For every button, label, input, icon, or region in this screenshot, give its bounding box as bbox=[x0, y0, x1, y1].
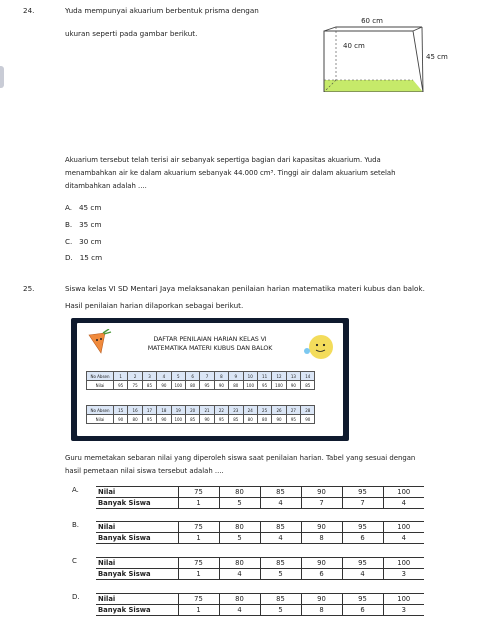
poster-cell: 80 bbox=[229, 381, 243, 390]
row-header: Banyak Siswa bbox=[96, 498, 178, 509]
poster-cell: 90 bbox=[272, 415, 286, 424]
q25-option-letter[interactable]: B. bbox=[72, 521, 80, 529]
table-cell: 6 bbox=[342, 605, 383, 616]
poster-cell: 95 bbox=[286, 415, 300, 424]
poster-cell: 18 bbox=[157, 406, 171, 415]
table-cell: 95 bbox=[342, 487, 383, 498]
poster-cell: 16 bbox=[128, 406, 142, 415]
table-cell: 80 bbox=[219, 558, 260, 569]
poster-cell: 80 bbox=[243, 415, 257, 424]
q25-option-table[interactable] bbox=[96, 486, 424, 509]
poster-table-2-row bbox=[87, 415, 315, 424]
table-cell: 8 bbox=[301, 605, 342, 616]
poster-cell: Nilai bbox=[87, 381, 114, 390]
poster-cell: 90 bbox=[157, 415, 171, 424]
table-cell: 75 bbox=[178, 558, 219, 569]
q25-option-letter[interactable]: A. bbox=[72, 486, 79, 494]
option-text: 45 cm bbox=[78, 203, 102, 212]
table-row bbox=[96, 558, 424, 569]
poster-cell: 90 bbox=[301, 415, 315, 424]
poster-cell: No Absen bbox=[87, 372, 114, 381]
table-row bbox=[96, 487, 424, 498]
q24-number: 24. bbox=[23, 6, 35, 15]
q25-option-table[interactable] bbox=[96, 593, 424, 616]
poster-cell: 24 bbox=[243, 406, 257, 415]
q25-line2: Hasil penilaian harian dilaporkan sebagai berikut. bbox=[65, 301, 244, 310]
row-header: Nilai bbox=[96, 594, 178, 605]
table-cell: 5 bbox=[260, 569, 301, 580]
dim-top-label: 60 cm bbox=[361, 17, 383, 25]
q25-option-letter[interactable]: D. bbox=[72, 593, 80, 601]
poster-cell: 95 bbox=[200, 381, 214, 390]
poster-cell: 90 bbox=[114, 415, 128, 424]
table-cell: 95 bbox=[342, 594, 383, 605]
poster-cell: 10 bbox=[243, 372, 257, 381]
table-cell: 95 bbox=[342, 522, 383, 533]
q24-line1: Yuda mempunyai akuarium berbentuk prisma dengan bbox=[65, 6, 259, 15]
q25-line1: Siswa kelas VI SD Mentari Jaya melaksanakan penilaian harian matematika materi kubus dan balok. bbox=[65, 284, 425, 293]
poster-cell: 4 bbox=[157, 372, 171, 381]
poster-cell: 28 bbox=[301, 406, 315, 415]
table-cell: 80 bbox=[219, 594, 260, 605]
q24-option-c[interactable] bbox=[65, 237, 102, 246]
poster-cell: 27 bbox=[286, 406, 300, 415]
table-row bbox=[96, 522, 424, 533]
poster-cell: 100 bbox=[243, 381, 257, 390]
q24-para-line: menambahkan air ke dalam akuarium sebanyak 44.000 cm³. Tinggi air dalam akuarium setelah bbox=[65, 169, 396, 177]
q24-paragraph bbox=[65, 154, 467, 193]
poster-cell: 25 bbox=[257, 406, 271, 415]
poster-cell: 23 bbox=[229, 406, 243, 415]
poster-title-1: DAFTAR PENILAIAN HARIAN KELAS VI bbox=[153, 336, 267, 343]
poster-title-2: MATEMATIKA MATERI KUBUS DAN BALOK bbox=[147, 345, 273, 352]
poster-cell: 90 bbox=[286, 381, 300, 390]
poster-cell: 95 bbox=[257, 381, 271, 390]
table-cell: 100 bbox=[383, 522, 424, 533]
q25-para-line: Guru memetakan sebaran nilai yang diperoleh siswa saat penilaian harian. Tabel yang sesuai dengan bbox=[65, 454, 416, 462]
table-cell: 5 bbox=[219, 533, 260, 544]
table-row bbox=[96, 605, 424, 616]
poster-cell: 9 bbox=[229, 372, 243, 381]
row-header: Banyak Siswa bbox=[96, 533, 178, 544]
poster-cell: 3 bbox=[142, 372, 156, 381]
table-cell: 90 bbox=[301, 522, 342, 533]
option-text: 35 cm bbox=[79, 220, 102, 229]
dim-depth-label: 40 cm bbox=[343, 42, 365, 50]
option-text: 15 cm bbox=[79, 253, 103, 262]
poster-cell: 12 bbox=[272, 372, 286, 381]
table-cell: 1 bbox=[178, 569, 219, 580]
table-cell: 7 bbox=[301, 498, 342, 509]
table-cell: 100 bbox=[383, 558, 424, 569]
table-cell: 4 bbox=[383, 498, 424, 509]
poster-cell: 90 bbox=[157, 381, 171, 390]
poster-cell: 8 bbox=[214, 372, 228, 381]
table-cell: 90 bbox=[301, 558, 342, 569]
aquarium-prism-diagram bbox=[316, 14, 466, 92]
poster-cell: 80 bbox=[257, 415, 271, 424]
poster-cell: 100 bbox=[171, 415, 185, 424]
poster-cell: 80 bbox=[185, 381, 199, 390]
poster-table-1-row bbox=[87, 372, 315, 381]
table-cell: 3 bbox=[383, 569, 424, 580]
poster-cell: 15 bbox=[114, 406, 128, 415]
table-cell: 75 bbox=[178, 487, 219, 498]
aquarium-figure bbox=[316, 14, 466, 92]
q25-paragraph bbox=[65, 452, 467, 478]
poster-cell: 100 bbox=[171, 381, 185, 390]
table-cell: 90 bbox=[301, 487, 342, 498]
dim-height-label: 45 cm bbox=[426, 53, 448, 61]
q25-para-line: hasil pemetaan nilai siswa tersebut adalah .... bbox=[65, 467, 224, 475]
q25-option-table[interactable] bbox=[96, 557, 424, 580]
q24-option-d[interactable] bbox=[65, 253, 102, 262]
table-cell: 4 bbox=[260, 498, 301, 509]
table-cell: 4 bbox=[219, 605, 260, 616]
poster-table-2 bbox=[86, 405, 315, 424]
poster-cell: 90 bbox=[200, 415, 214, 424]
q25-option-table[interactable] bbox=[96, 521, 424, 544]
q24-option-a[interactable] bbox=[65, 203, 101, 212]
table-cell: 85 bbox=[260, 522, 301, 533]
q24-para-line: ditambahkan adalah .... bbox=[65, 182, 147, 190]
poster-cell: 95 bbox=[142, 415, 156, 424]
q24-para-line: Akuarium tersebut telah terisi air sebanyak sepertiga bagian dari kapasitas akuarium. Yuda bbox=[65, 156, 381, 164]
table-cell: 4 bbox=[219, 569, 260, 580]
q24-line2: ukuran seperti pada gambar berikut. bbox=[65, 29, 198, 38]
table-cell: 100 bbox=[383, 487, 424, 498]
table-cell: 4 bbox=[342, 569, 383, 580]
water-fill bbox=[324, 80, 423, 92]
poster-cell: 90 bbox=[214, 381, 228, 390]
table-cell: 5 bbox=[260, 605, 301, 616]
option-letter: C. bbox=[65, 237, 73, 246]
poster-cell: 13 bbox=[286, 372, 300, 381]
table-cell: 85 bbox=[260, 594, 301, 605]
poster-cell: 85 bbox=[142, 381, 156, 390]
poster-table-2-row bbox=[87, 406, 315, 415]
table-cell: 4 bbox=[260, 533, 301, 544]
table-cell: 80 bbox=[219, 522, 260, 533]
poster-cell: 6 bbox=[185, 372, 199, 381]
table-cell: 75 bbox=[178, 522, 219, 533]
grade-poster bbox=[71, 318, 349, 441]
q24-option-b[interactable] bbox=[65, 220, 101, 229]
table-cell: 1 bbox=[178, 605, 219, 616]
poster-cell: No Absen bbox=[87, 406, 114, 415]
poster-cell: 85 bbox=[185, 415, 199, 424]
table-cell: 85 bbox=[260, 487, 301, 498]
poster-cell: 26 bbox=[272, 406, 286, 415]
q25-number: 25. bbox=[23, 284, 35, 293]
poster-cell: 95 bbox=[214, 415, 228, 424]
table-row bbox=[96, 569, 424, 580]
row-header: Nilai bbox=[96, 487, 178, 498]
table-cell: 4 bbox=[383, 533, 424, 544]
row-header: Banyak Siswa bbox=[96, 569, 178, 580]
option-text: 30 cm bbox=[79, 237, 102, 246]
table-cell: 85 bbox=[260, 558, 301, 569]
option-letter: D. bbox=[65, 253, 73, 262]
table-row bbox=[96, 498, 424, 509]
table-row bbox=[96, 594, 424, 605]
table-cell: 90 bbox=[301, 594, 342, 605]
table-cell: 5 bbox=[219, 498, 260, 509]
poster-cell: 14 bbox=[301, 372, 315, 381]
table-row bbox=[96, 533, 424, 544]
poster-cell: 100 bbox=[272, 381, 286, 390]
poster-cell: 85 bbox=[229, 415, 243, 424]
table-cell: 6 bbox=[301, 569, 342, 580]
table-cell: 75 bbox=[178, 594, 219, 605]
side-tab bbox=[0, 66, 4, 88]
poster-cell: 5 bbox=[171, 372, 185, 381]
table-cell: 6 bbox=[342, 533, 383, 544]
poster-cell: 7 bbox=[200, 372, 214, 381]
poster-cell: 22 bbox=[214, 406, 228, 415]
poster-cell: 95 bbox=[114, 381, 128, 390]
poster-cell: 21 bbox=[200, 406, 214, 415]
poster-cell: 80 bbox=[128, 415, 142, 424]
table-cell: 8 bbox=[301, 533, 342, 544]
table-cell: 80 bbox=[219, 487, 260, 498]
table-cell: 3 bbox=[383, 605, 424, 616]
row-header: Nilai bbox=[96, 558, 178, 569]
poster-cell: 75 bbox=[128, 381, 142, 390]
table-cell: 1 bbox=[178, 533, 219, 544]
table-cell: 95 bbox=[342, 558, 383, 569]
carrot-icon bbox=[83, 329, 113, 357]
poster-cell: 17 bbox=[142, 406, 156, 415]
option-letter: A. bbox=[65, 203, 73, 212]
table-cell: 7 bbox=[342, 498, 383, 509]
option-letter: B. bbox=[65, 220, 73, 229]
poster-table-1-row bbox=[87, 381, 315, 390]
table-cell: 1 bbox=[178, 498, 219, 509]
poster-table-1 bbox=[86, 371, 315, 390]
poster-cell: Nilai bbox=[87, 415, 114, 424]
poster-cell: 85 bbox=[301, 381, 315, 390]
row-header: Nilai bbox=[96, 522, 178, 533]
poster-cell: 19 bbox=[171, 406, 185, 415]
row-header: Banyak Siswa bbox=[96, 605, 178, 616]
table-cell: 100 bbox=[383, 594, 424, 605]
poster-card bbox=[77, 323, 343, 436]
poster-cell: 2 bbox=[128, 372, 142, 381]
poster-cell: 11 bbox=[257, 372, 271, 381]
poster-cell: 1 bbox=[114, 372, 128, 381]
q25-option-letter[interactable]: C bbox=[72, 557, 77, 565]
poster-cell: 20 bbox=[185, 406, 199, 415]
